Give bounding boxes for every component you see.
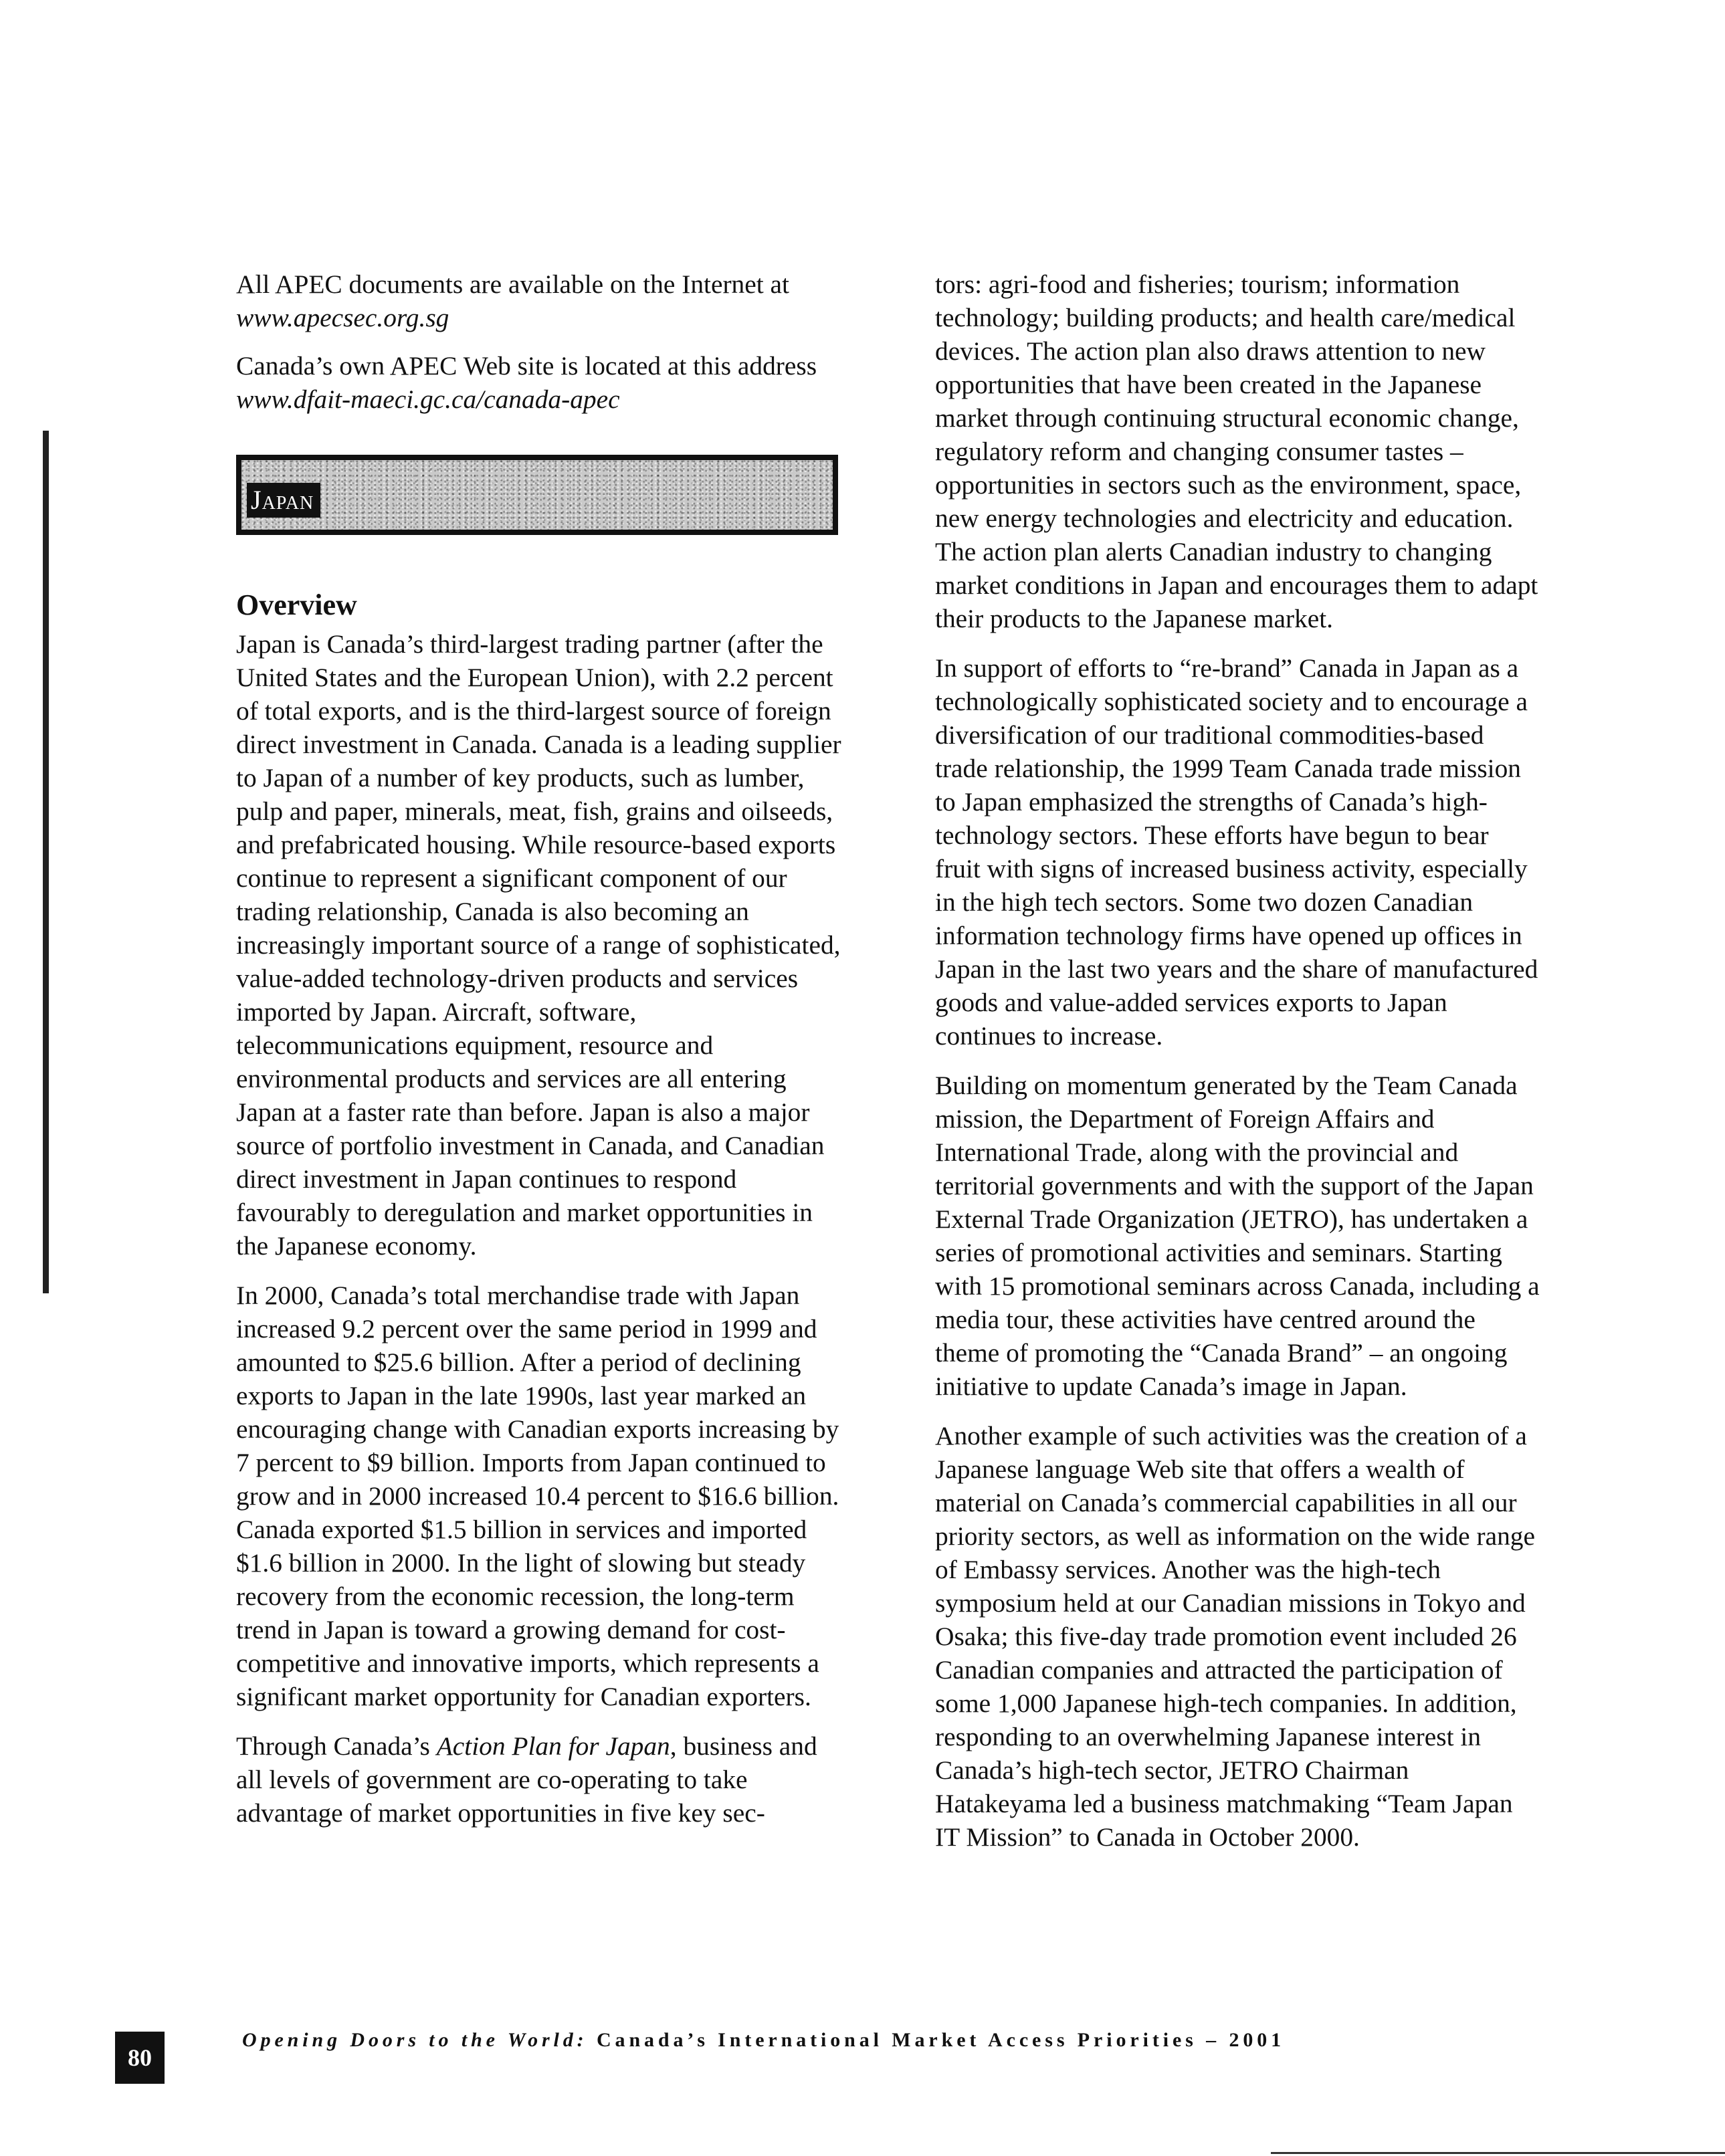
running-footer [242, 2029, 1285, 2052]
apec-documents-note [236, 267, 841, 334]
left-column [236, 267, 841, 1846]
japan-section-banner [236, 455, 838, 535]
japan-banner-label: Japan [247, 483, 320, 518]
footer-title-italic: Opening Doors to the World: [242, 2029, 588, 2051]
right-paragraph-1: tors: agri-food and fisheries; tourism; information technology; building products; and health care/medical devices. The action plan also draws attention to new opportunities that have been created in the Japanese market through continuing structural economic change, regulatory reform and changing consumer tastes – opportunities in sectors such as the environment, space, new energy technologies and electricity and education. The action plan alerts Canadian industry to changing market conditions in Japan and encourages them to adapt their products to the Japanese market. [935, 270, 1538, 633]
overview-paragraph-2: In 2000, Canada’s total merchandise trade with Japan increased 9.2 percent over the same period in 1999 and amounted to $25.6 billion. After a period of declining exports to Japan in the late 1990s, last year marked an encouraging change with Canadian exports increasing by 7 percent to $9 billion. Imports from Japan continued to grow and in 2000 increased 10.4 percent to $16.6 billion. Canada exported $1.5 billion in services and imported $1.6 billion in 2000. In the light of slowing but steady recovery from the economic recession, the long-term trend in Japan is toward a growing demand for cost-competitive and innovative imports, which represents a significant market opportunity for Canadian exporters. [236, 1281, 839, 1711]
scan-edge-bar [43, 431, 49, 1293]
canada-apec-url: www.dfait-maeci.gc.ca/canada-apec [236, 385, 620, 414]
right-column [935, 267, 1540, 1870]
page-number: 80 [115, 2032, 165, 2084]
canada-apec-note [236, 349, 841, 416]
apec-documents-text: All APEC documents are available on the Internet at [236, 270, 789, 299]
apec-documents-url: www.apecsec.org.sg [236, 303, 449, 332]
overview-paragraph-1: Japan is Canada’s third-largest trading partner (after the United States and the European Union), with 2.2 percent of total exports, and is the third-largest source of foreign direct investment in Canada. Canada is a leading supplier to Japan of a number of key products, such as lumber, pulp and paper, minerals, meat, fish, grains and oilseeds, and prefabricated housing. While resource-based exports continue to represent a significant component of our trading relationship, Canada is also becoming an increasingly important source of a range of sophisticated, value-added technology-driven products and services imported by Japan. Aircraft, software, telecommunications equipment, resource and environmental products and services are all entering Japan at a faster rate than before. Japan is also a major source of portfolio investment in Canada, and Canadian direct investment in Japan continues to respond favourably to deregulation and market opportunities in the Japanese economy. [236, 629, 841, 1261]
action-plan-intro: Through Canada’s [236, 1731, 437, 1761]
scan-bottom-rule [1271, 2152, 1725, 2154]
canada-apec-text: Canada’s own APEC Web site is located at this address [236, 351, 817, 381]
overview-heading: Overview [236, 588, 357, 621]
action-plan-title: Action Plan for Japan [436, 1731, 670, 1761]
overview-paragraph-3 [236, 1729, 841, 1830]
right-paragraph-4: Another example of such activities was the creation of a Japanese language Web site that offers a wealth of material on Canada’s commercial capabilities in all our priority sectors, as well as information on the wide range of Embassy services. Another was the high-tech symposium held at our Canadian missions in Tokyo and Osaka; this five-day trade promotion event included 26 Canadian companies and attracted the participation of some 1,000 Japanese high-tech companies. In addition, responding to an overwhelming Japanese interest in Canada’s high-tech sector, JETRO Chairman Hatakeyama led a business matchmaking “Team Japan IT Mission” to Canada in October 2000. [935, 1421, 1535, 1852]
right-paragraph-3: Building on momentum generated by the Team Canada mission, the Department of Foreign Affairs and International Trade, along with the provincial and territorial governments and with the support of the Japan External Trade Organization (JETRO), has undertaken a series of promotional activities and seminars. Starting with 15 promotional seminars across Canada, including a media tour, these activities have centred around the theme of promoting the “Canada Brand” – an ongoing initiative to update Canada’s image in Japan. [935, 1071, 1540, 1401]
footer-title-rest: Canada’s International Market Access Priorities – 2001 [587, 2029, 1286, 2051]
action-plan-continuation: , business and all levels of government are co-operating to take advantage of market opportunities in five key sec- [236, 1731, 817, 1828]
right-paragraph-2: In support of efforts to “re-brand” Canada in Japan as a technologically sophisticated society and to encourage a diversification of our traditional commodities-based trade relationship, the 1999 Team Canada trade mission to Japan emphasized the strengths of Canada’s high-technology sectors. These efforts have begun to bear fruit with signs of increased business activity, especially in the high tech sectors. Some two dozen Canadian information technology firms have opened up offices in Japan in the last two years and the share of manufactured goods and value-added services exports to Japan continues to increase. [935, 653, 1538, 1051]
